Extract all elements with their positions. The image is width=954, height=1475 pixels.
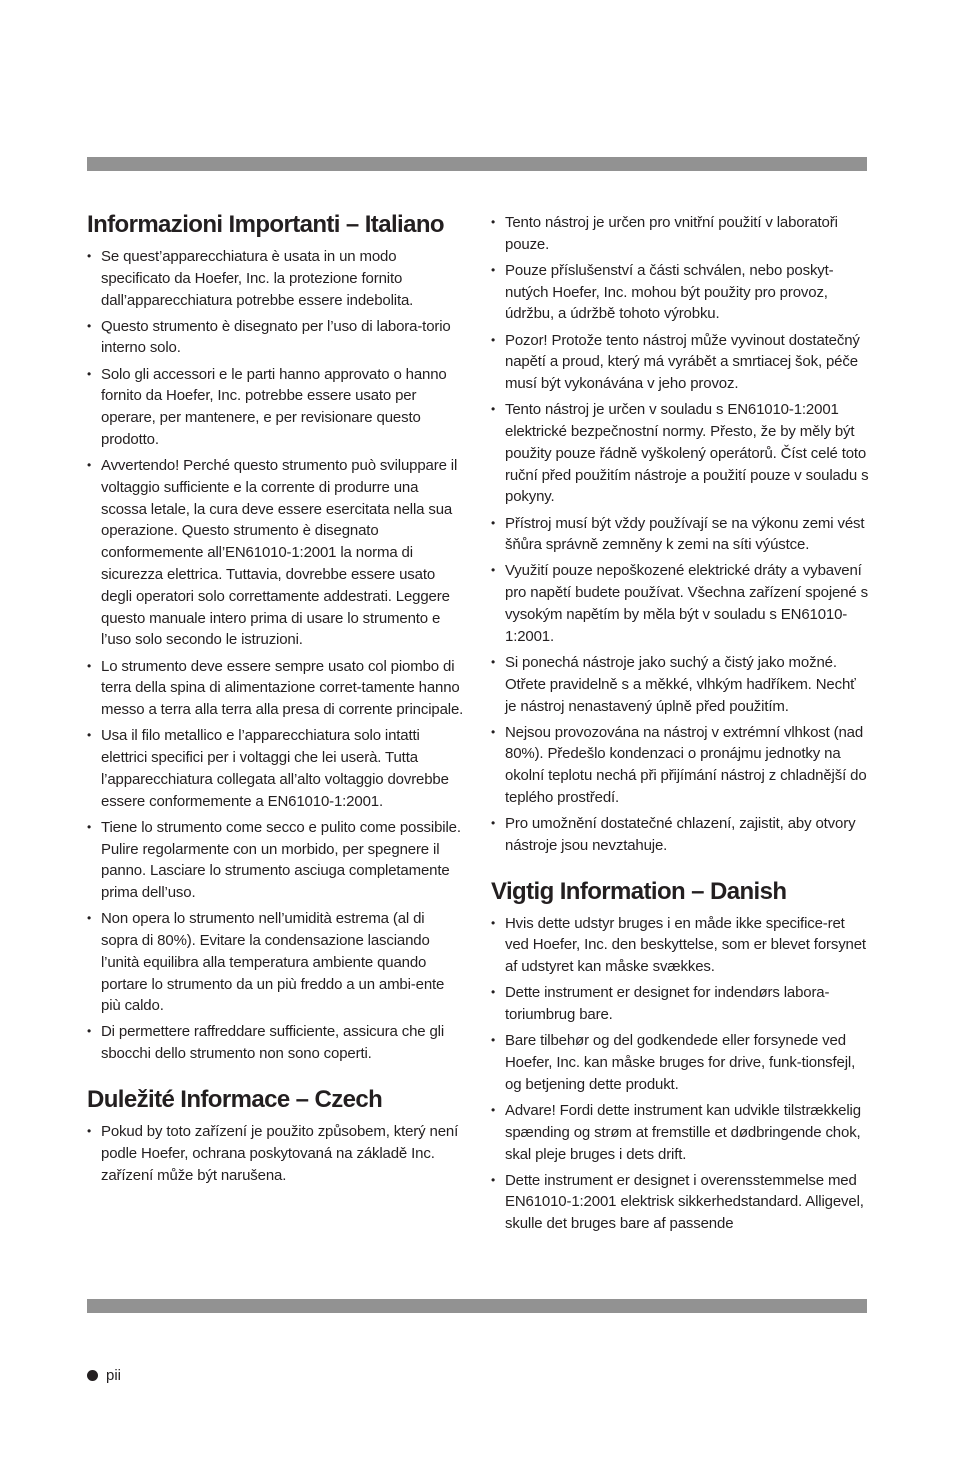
list-item: • Si ponechá nástroje jako suchý a čistý jako možné. Otřete pravidelně s a měkké, vlhkým hadříkem. Nechť je nástroj nenastavený úplně před použitím.: [491, 652, 869, 717]
list-item: • Solo gli accessori e le parti hanno approvato o hanno fornito da Hoefer, Inc. potrebbe essere usato per operare, per mantenere, e per revisionare questo prodotto.: [87, 364, 465, 451]
list-item: • Non opera lo strumento nell’umidità estrema (al di sopra di 80%). Evitare la condensazione lasciando l’unità equilibra alla temperatura ambiente quando portare lo strumento da un più freddo a un ambi-ente più caldo.: [87, 908, 465, 1017]
czech-list-part1: [87, 1121, 465, 1186]
list-item: • Lo strumento deve essere sempre usato col piombo di terra della spina di alimentazione corret-tamente hanno messo a terra alla terra alla presa di corrente principale.: [87, 656, 465, 721]
list-item: • Dette instrument er designet i overensstemmelse med EN61010-1:2001 elektrisk sikkerhedstandard. Alligevel, skulle det bruges bare af passende: [491, 1170, 869, 1235]
list-item: • Nejsou provozována na nástroj v extrémní vlhkost (nad 80%). Předešlo kondenzaci o pronájmu jednotky na okolní teplotu nechá při přijímání nástroj z chladnější do teplého prostředí.: [491, 722, 869, 809]
list-item: • Avvertendo! Perché questo strumento può sviluppare il voltaggio sufficiente e la corrente di produrre una scossa letale, la cura deve essere esercitata nella sua operazione. Questo strumento è disegnato conformemente all’EN61010-1:2001 la norma di sicurezza elettrica. Tuttavia, dovrebbe essere usato degli operatori solo correttamente addestrati. Leggere questo manuale intero prima di usare lo strumento e l’uso solo secondo le istruzioni.: [87, 455, 465, 651]
italian-list: [87, 246, 465, 1065]
list-item: • Pouze příslušenství a části schválen, nebo poskyt-nutých Hoefer, Inc. mohou být použity pro provoz, údržbu, a údržbě tohoto výrobku.: [491, 260, 869, 325]
list-item: • Bare tilbehør og del godkendede eller forsynede ved Hoefer, Inc. kan måske bruges for drive, funk-tionsfejl, og betjening dette produkt.: [491, 1030, 869, 1095]
list-item: • Pokud by toto zařízení je použito způsobem, který není podle Hoefer, ochrana poskytovaná na základě Inc. zařízení může být narušena.: [87, 1121, 465, 1186]
list-item: • Advare! Fordi dette instrument kan udvikle tilstrækkelig spænding og strøm at fremstille et dødbringende chok, skal pleje bruges i dets drift.: [491, 1100, 869, 1165]
danish-list: [491, 913, 869, 1235]
list-item: • Usa il filo metallico e l’apparecchiatura solo intatti elettrici specifici per i voltaggi che lei userà. Tutta l’apparecchiatura collegata all’alto voltaggio dovrebbe essere conformemente a EN61010-1:2001.: [87, 725, 465, 812]
danish-heading: Vigtig Information – Danish: [491, 877, 787, 905]
list-item: • Pozor! Protože tento nástroj může vyvinout dostatečný napětí a proud, který má vyrábět a smrtiacej šok, péče musí být vykonávána v jeho provoz.: [491, 330, 869, 395]
list-item: • Questo strumento è disegnato per l’uso di labora-torio interno solo.: [87, 316, 465, 360]
list-item: • Využití pouze nepoškozené elektrické dráty a vybavení pro napětí budete používat. Všechna zařízení spojené s vysokým napětím by měla být v souladu s EN61010-1:2001.: [491, 560, 869, 647]
bottom-rule: [87, 1299, 867, 1313]
list-item: • Hvis dette udstyr bruges i en måde ikke specifice-ret ved Hoefer, Inc. den beskyttelse, som er blevet forsynet af udstyret kan måske svækkes.: [491, 913, 869, 978]
bullet-dot-icon: [87, 1370, 98, 1381]
list-item: • Se quest’apparecchiatura è usata in un modo specificato da Hoefer, Inc. la protezione fornito dall’apparecchiatura potrebbe essere indebolita.: [87, 246, 465, 311]
left-column: [87, 210, 465, 1191]
page-footer: [87, 1367, 121, 1384]
right-column: [491, 212, 869, 1239]
czech-heading: Duležité Informace – Czech: [87, 1086, 383, 1114]
list-item: • Tiene lo strumento come secco e pulito come possibile. Pulire regolarmente con un morbido, per spegnere il panno. Lasciare lo strumento asciuga completamente prima dell’uso.: [87, 817, 465, 904]
top-rule: [87, 157, 867, 171]
list-item: • Přístroj musí být vždy používají se na výkonu zemi vést šňůra správně zemněny k zemi na síti výústce.: [491, 513, 869, 557]
list-item: • Tento nástroj je určen pro vnitřní použití v laboratoři pouze.: [491, 212, 869, 256]
page-number: pii: [106, 1367, 122, 1384]
list-item: • Di permettere raffreddare sufficiente, assicura che gli sbocchi dello strumento non sono coperti.: [87, 1021, 465, 1065]
list-item: • Dette instrument er designet for indendørs labora-toriumbrug bare.: [491, 982, 869, 1026]
italian-heading: Informazioni Importanti – Italiano: [87, 211, 444, 238]
list-item: • Pro umožnění dostatečné chlazení, zajistit, aby otvory nástroje jsou nevztahuje.: [491, 813, 869, 857]
czech-list-part2: [491, 212, 869, 857]
list-item: • Tento nástroj je určen v souladu s EN61010-1:2001 elektrické bezpečnostní normy. Přesto, že by měly být použity pouze řádně vyškolený operátorů. Číst celé toto ruční před použitím nástroje a použití pouze v souladu s pokyny.: [491, 399, 869, 508]
